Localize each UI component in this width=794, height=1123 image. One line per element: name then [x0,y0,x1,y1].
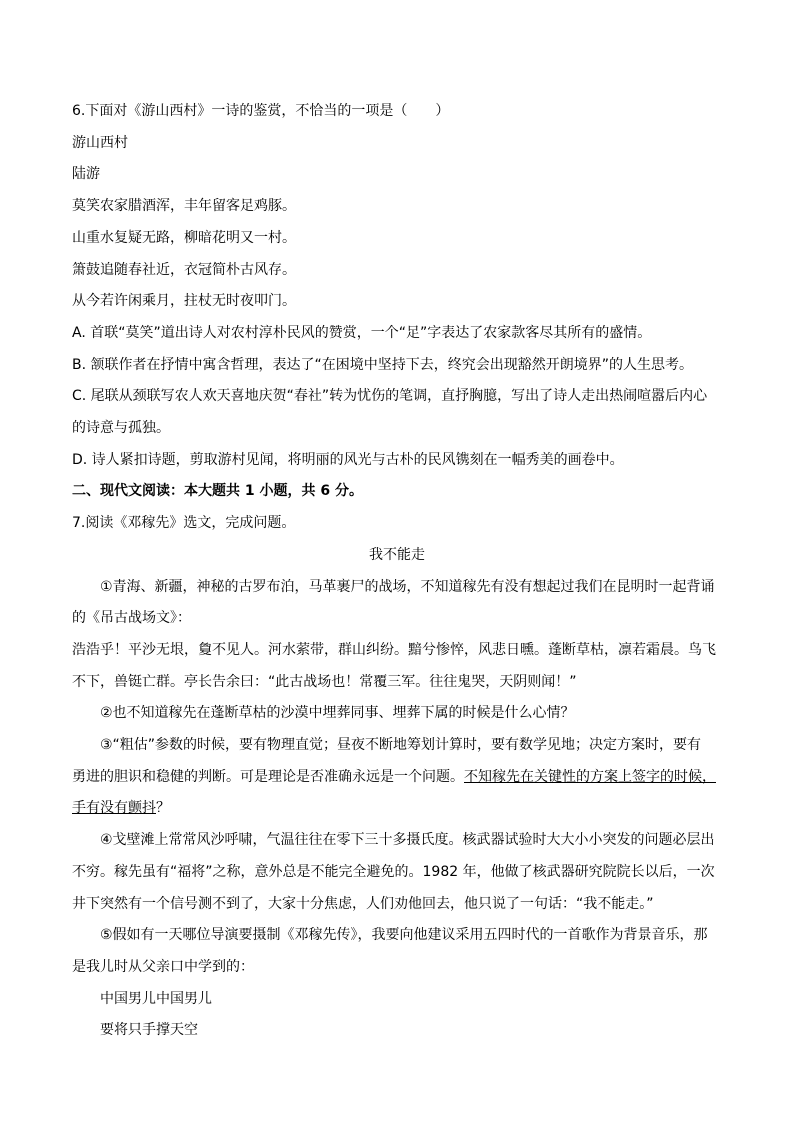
option-d: D. 诗人紧扣诗题，剪取游村见闻，将明丽的风光与古朴的民风镌刻在一幅秀美的画卷中。 [72,451,624,468]
underlined-sentence-end: 手有没有颤抖 [72,800,156,817]
paragraph-1: ①青海、新疆，神秘的古罗布泊，马革裹尸的战场，不知道稼先有没有想起过我们在昆明时一起背诵 [100,578,715,595]
paragraph-4-continued: 不穷。稼先虽有“福将”之称，意外总是不能完全避免的。1982 年，他做了核武器研究院院长以后，一次 [72,863,715,880]
poem-line: 从今若许闲乘月，拄杖无时夜叩门。 [72,293,296,310]
option-b: B. 颔联作者在抒情中寓含哲理，表达了“在困境中坚持下去，终究会出现豁然开朗境界”的人生思考。 [72,356,694,373]
paragraph-5: ⑤假如有一天哪位导演要摄制《邓稼先传》，我要向他建议采用五四时代的一首歌作为背景音乐，那 [100,927,708,944]
quotation-line: 浩浩乎！平沙无垠，敻不见人。河水萦带，群山纠纷。黯兮惨悴，风悲日曛。蓬断草枯，凛若霜晨。鸟飞 [72,641,716,658]
poem-author: 陆游 [72,166,100,183]
poem-title: 游山西村 [72,134,128,151]
poem-line: 山重水复疑无路，柳暗花明又一村。 [72,229,296,246]
option-c-continued: 的诗意与孤独。 [72,420,170,437]
question-mark: ？ [156,800,170,817]
underlined-sentence: 不知稼先在关键性的方案上签字的时候， [464,768,716,785]
essay-title: 我不能走 [369,546,425,563]
question-7-stem: 7.阅读《邓稼先》选文，完成问题。 [72,515,296,532]
paragraph-3-text: 勇进的胆识和稳健的判断。可是理论是否准确永远是一个问题。 [72,768,464,785]
option-c: C. 尾联从颈联写农人欢天喜地庆贺“春社”转为忧伤的笔调，直抒胸臆，写出了诗人走出热闹喧嚣后内心 [72,388,708,405]
song-line: 中国男儿中国男儿 [100,990,212,1007]
paragraph-4: ④戈壁滩上常常风沙呼啸，气温往往在零下三十多摄氏度。核武器试验时大大小小突发的问题必层出 [100,832,715,849]
paragraph-3-end [72,793,722,825]
paragraph-5-continued: 是我儿时从父亲口中学到的： [72,958,254,975]
paragraph-3: ③“粗估”参数的时候，要有物理直觉；昼夜不断地筹划计算时，要有数学见地；决定方案时，要有 [100,737,702,754]
paragraph-1-continued: 的《吊古战场文》： [72,610,191,627]
paragraph-2: ②也不知道稼先在蓬断草枯的沙漠中埋葬同事、埋葬下属的时候是什么心情？ [100,705,575,722]
poem-line: 箫鼓追随春社近，衣冠简朴古风存。 [72,261,296,278]
paragraph-3-continued [72,762,722,794]
section-heading: 二、现代文阅读：本大题共 1 小题，共 6 分。 [72,483,363,500]
question-6-stem: 6.下面对《游山西村》一诗的鉴赏，不恰当的一项是（ ） [72,103,450,119]
quotation-line: 不下，兽铤亡群。亭长告余曰：“此古战场也！常覆三军。往往鬼哭，天阴则闻！” [72,673,577,690]
paragraph-4-continued: 井下突然有一个信号测不到了，大家十分焦虑，人们劝他回去，他只说了一句话：“我不能走。” [72,895,654,912]
song-line: 要将只手撑天空 [100,1022,198,1039]
option-a: A. 首联“莫笑”道出诗人对农村淳朴民风的赞赏，一个“足”字表达了农家款客尽其所有的盛情。 [72,324,652,341]
document-page [72,96,722,1047]
poem-line: 莫笑农家腊酒浑，丰年留客足鸡豚。 [72,198,296,215]
